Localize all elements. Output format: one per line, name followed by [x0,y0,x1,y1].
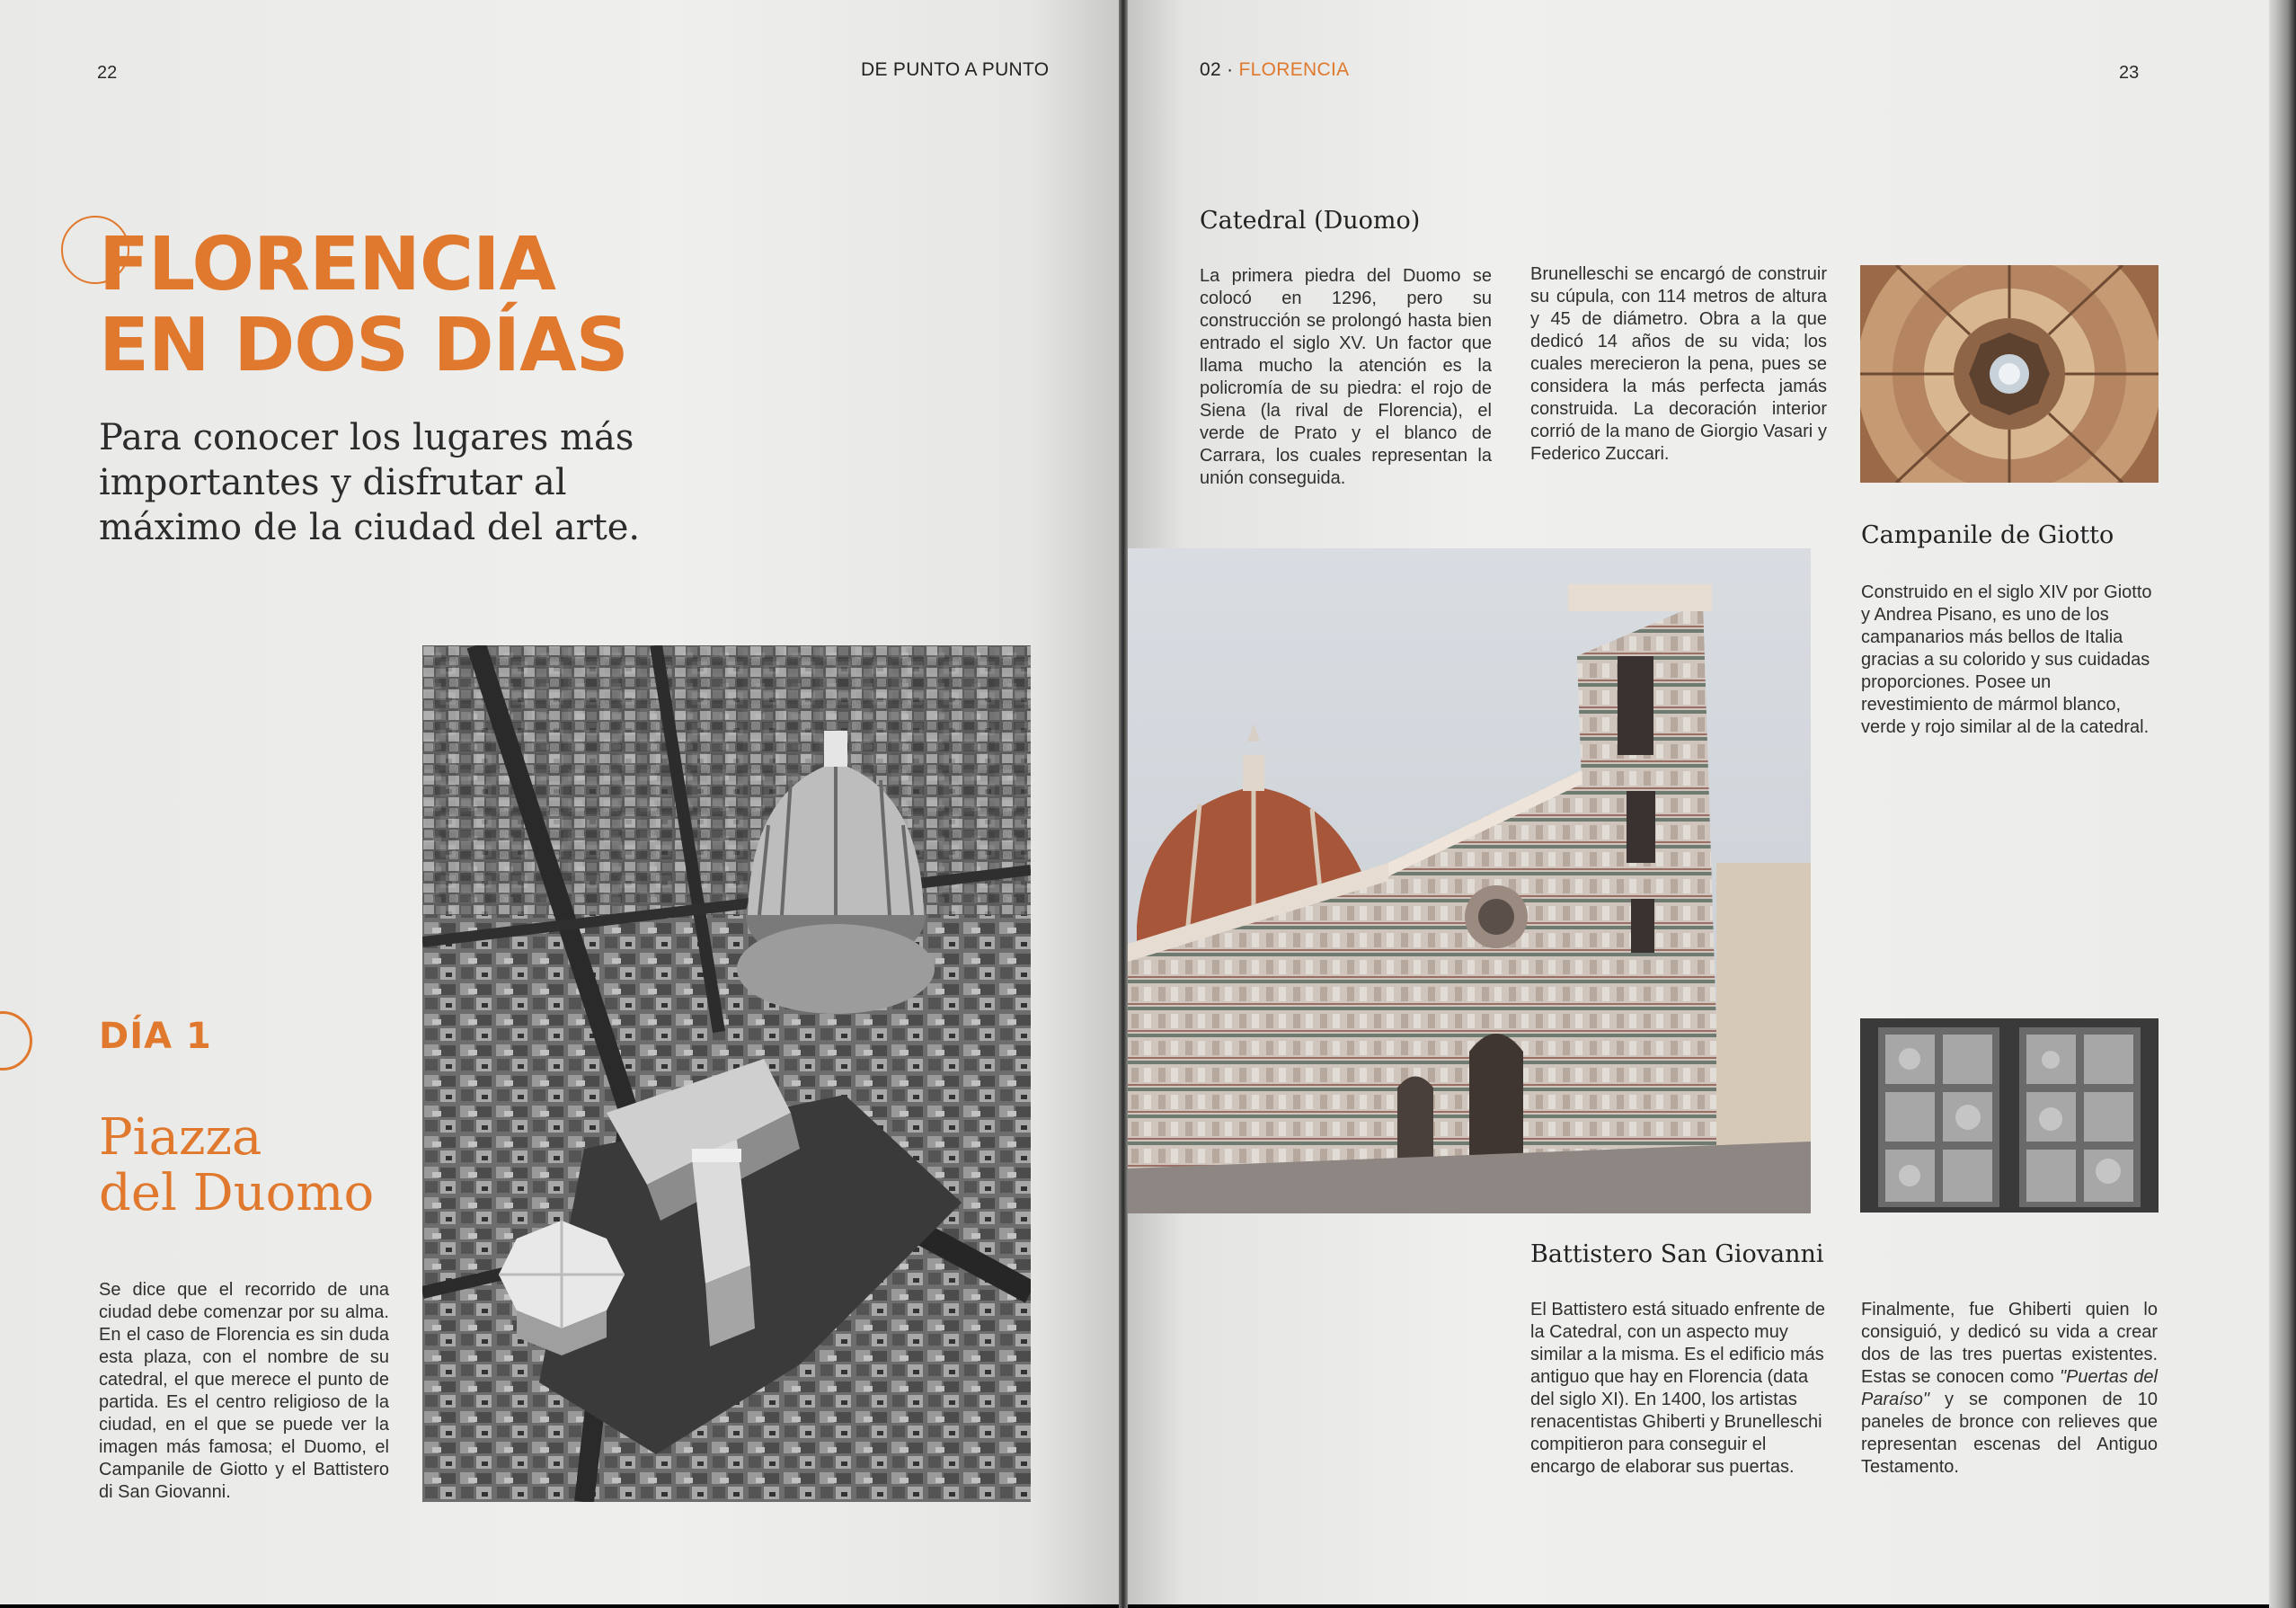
heading-battistero: Battistero San Giovanni [1530,1240,1824,1268]
battistero-col2-part1: Finalmente, fue Ghiberti quien lo consiguió, y dedicó su vida a crear dos de las tres puertas existentes. Estas se conocen como [1861,1300,2158,1387]
section-name: FLORENCIA [1238,59,1350,80]
right-page [1128,0,2269,1604]
section-number: 02 · [1200,59,1239,80]
place-line-2: del Duomo [99,1164,375,1222]
subtitle [99,415,728,550]
title-line-2: EN DOS DÍAS [99,303,628,388]
aerial-duomo-photo [422,645,1031,1502]
title-line-1: FLORENCIA [99,222,555,307]
page-edge [2269,0,2296,1608]
paradise-doors-photo [1860,1018,2159,1213]
subtitle-line-2: importantes y disfrutar al [99,462,567,503]
heading-campanile: Campanile de Giotto [1861,521,2114,549]
place-title [99,1110,374,1222]
dome-interior-photo [1860,265,2159,483]
place-line-1: Piazza [99,1108,262,1167]
book-spine [1119,0,1128,1608]
decorative-half-circle [0,1011,32,1071]
battistero-text-col2 [1861,1299,2158,1479]
section-header [1200,59,1349,81]
subtitle-line-1: Para conocer los lugares más [99,417,634,458]
running-header: DE PUNTO A PUNTO [861,59,1050,80]
page-number-right: 23 [2119,63,2140,83]
intro-paragraph: Se dice que el recorrido de una ciudad debe comenzar por su alma. En el caso de Florencia es sin duda esta plaza, con el nombre de su catedral, el que merece el punto de partida. Es el centro religioso de la ciudad, en el que se puede ver la imagen más famosa; el Duomo, el Campanile de Giotto y el Battistero di San Giovanni. [99,1280,389,1502]
catedral-text-col2: Brunelleschi se encargó de construir su cúpula, con 114 metros de altura y 45 de diámetro. Obra a la que dedicó 14 años de su vida; los cuales merecieron la pena, pues se considera la más perfecta jamás construida. La decoración interior corrió de la mano de Giorgio Vasari y Federico Zuccari. [1530,264,1827,464]
heading-catedral: Catedral (Duomo) [1200,207,1421,235]
cathedral-facade-photo [1128,548,1811,1213]
subtitle-line-3: máximo de la ciudad del arte. [99,507,641,548]
left-page [0,0,1119,1604]
campanile-text: Construido en el siglo XIV por Giotto y Andrea Pisano, es uno de los campanarios más bellos de Italia gracias a su colorido y sus cuidadas proporciones. Posee un revestimiento de mármol blanco, verde y rojo similar al de la catedral. [1861,582,2152,737]
catedral-text-col1: La primera piedra del Duomo se colocó en 1296, pero su construcción se prolongó hasta bien entrado el siglo XV. Un factor que llama mucho la atención es la policromía de su piedra: el rojo de Siena (la rival de Florencia), el verde de Prato y el blanco de Carrara, los cuales representan la unión conseguida. [1200,266,1492,488]
page-number-left: 22 [97,63,118,83]
day-label: DÍA 1 [99,1016,212,1057]
battistero-text-col1: El Battistero está situado enfrente de la Catedral, con un aspecto muy similar a la misma. Es el edificio más antiguo que hay en Florencia (data del siglo XI). En 1400, los artistas renacentistas Ghiberti y Brunelleschi compitieron para conseguir el encargo de elaborar sus puertas. [1530,1300,1825,1477]
battistero-col2-part2: y se componen de 10 paneles de bronce con relieves que representan escenas del Antiguo Testamento. [1861,1390,2158,1477]
puertas-paraiso-italic: "Puertas del Paraíso" [1861,1367,2158,1409]
page-title [99,222,628,388]
